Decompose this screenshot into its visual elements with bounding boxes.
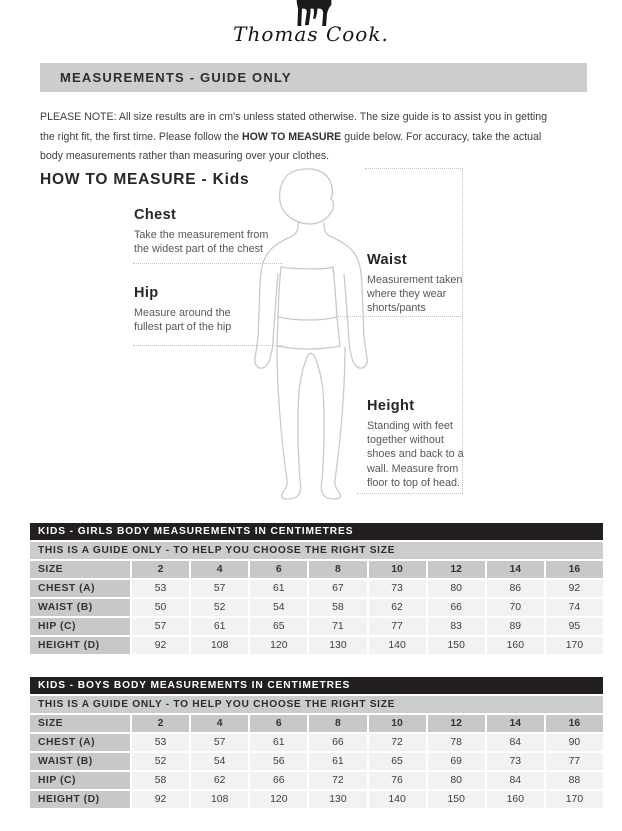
row-label-cell: HIP (C) <box>30 618 130 635</box>
value-cell: 58 <box>309 599 366 616</box>
value-cell: 50 <box>132 599 189 616</box>
value-cell: 160 <box>487 637 544 654</box>
row-label-cell: HIP (C) <box>30 772 130 789</box>
please-note-paragraph <box>40 108 547 167</box>
waist-label-title: Waist <box>367 252 408 268</box>
value-cell: 80 <box>428 580 485 597</box>
value-cell: 160 <box>487 791 544 808</box>
waist-label-block <box>367 252 487 316</box>
waist-guide-line <box>338 316 463 317</box>
table-guide-row: THIS IS A GUIDE ONLY - TO HELP YOU CHOOSE THE RIGHT SIZE <box>30 696 603 713</box>
hip-label-block <box>134 285 294 334</box>
value-cell: 61 <box>250 734 307 751</box>
value-cell: 66 <box>309 734 366 751</box>
value-cell: 57 <box>191 734 248 751</box>
table-guide-row: THIS IS A GUIDE ONLY - TO HELP YOU CHOOSE THE RIGHT SIZE <box>30 542 603 559</box>
row-label-cell: HEIGHT (D) <box>30 791 130 808</box>
value-cell: 65 <box>369 753 426 770</box>
size-value-cell: 6 <box>250 561 307 578</box>
chest-label-desc: Take the measurement from the widest part of the chest <box>134 229 269 256</box>
size-value-cell: 2 <box>132 715 189 732</box>
hip-label-title: Hip <box>134 285 159 301</box>
size-value-cell: 8 <box>309 715 366 732</box>
value-cell: 90 <box>546 734 603 751</box>
value-cell: 52 <box>132 753 189 770</box>
height-guide-line-top <box>365 168 463 169</box>
value-cell: 61 <box>191 618 248 635</box>
value-cell: 84 <box>487 734 544 751</box>
size-value-cell: 16 <box>546 715 603 732</box>
value-cell: 92 <box>546 580 603 597</box>
value-cell: 67 <box>309 580 366 597</box>
value-cell: 58 <box>132 772 189 789</box>
size-value-cell: 8 <box>309 561 366 578</box>
size-value-cell: 12 <box>428 715 485 732</box>
value-cell: 52 <box>191 599 248 616</box>
table-title-bar: KIDS - BOYS BODY MEASUREMENTS IN CENTIMETRES <box>30 677 603 694</box>
row-label-cell: WAIST (B) <box>30 753 130 770</box>
size-header-cell: SIZE <box>30 715 130 732</box>
value-cell: 53 <box>132 580 189 597</box>
note-line-3: body measurements rather than measuring over your clothes. <box>40 150 330 162</box>
brand-script-logo: Thomas Cook. <box>233 22 389 46</box>
value-cell: 77 <box>369 618 426 635</box>
value-cell: 80 <box>428 772 485 789</box>
page-title: MEASUREMENTS - GUIDE ONLY <box>60 70 292 85</box>
value-cell: 62 <box>191 772 248 789</box>
hip-guide-line <box>133 345 285 346</box>
row-label-cell: CHEST (A) <box>30 734 130 751</box>
value-cell: 83 <box>428 618 485 635</box>
hip-label-desc: Measure around the fullest part of the hip <box>134 307 232 334</box>
girls-measurements-table <box>28 521 605 656</box>
value-cell: 71 <box>309 618 366 635</box>
value-cell: 53 <box>132 734 189 751</box>
value-cell: 54 <box>191 753 248 770</box>
size-value-cell: 16 <box>546 561 603 578</box>
height-label-title: Height <box>367 398 415 414</box>
chest-label-title: Chest <box>134 207 177 223</box>
size-value-cell: 4 <box>191 715 248 732</box>
chest-guide-line <box>133 263 283 264</box>
value-cell: 130 <box>309 791 366 808</box>
table-title-bar: KIDS - GIRLS BODY MEASUREMENTS IN CENTIMETRES <box>30 523 603 540</box>
value-cell: 54 <box>250 599 307 616</box>
row-label-cell: CHEST (A) <box>30 580 130 597</box>
note-line-1: PLEASE NOTE: All size results are in cm's unless stated otherwise. The size guide is to assist you in getting <box>40 111 548 123</box>
size-value-cell: 14 <box>487 715 544 732</box>
size-header-cell: SIZE <box>30 561 130 578</box>
measurements-header-bar <box>40 63 587 92</box>
value-cell: 77 <box>546 753 603 770</box>
size-value-cell: 10 <box>369 715 426 732</box>
chest-label-block <box>134 207 304 256</box>
value-cell: 108 <box>191 637 248 654</box>
size-value-cell: 10 <box>369 561 426 578</box>
value-cell: 74 <box>546 599 603 616</box>
value-cell: 120 <box>250 637 307 654</box>
value-cell: 72 <box>369 734 426 751</box>
value-cell: 73 <box>369 580 426 597</box>
size-value-cell: 6 <box>250 715 307 732</box>
value-cell: 120 <box>250 791 307 808</box>
value-cell: 86 <box>487 580 544 597</box>
value-cell: 56 <box>250 753 307 770</box>
value-cell: 62 <box>369 599 426 616</box>
row-label-cell: HEIGHT (D) <box>30 637 130 654</box>
height-label-desc: Standing with feet together without shoes and back to a wall. Measure from floor to top of head. <box>367 420 464 489</box>
size-value-cell: 12 <box>428 561 485 578</box>
size-value-cell: 14 <box>487 561 544 578</box>
value-cell: 130 <box>309 637 366 654</box>
value-cell: 65 <box>250 618 307 635</box>
value-cell: 170 <box>546 791 603 808</box>
value-cell: 84 <box>487 772 544 789</box>
value-cell: 69 <box>428 753 485 770</box>
value-cell: 72 <box>309 772 366 789</box>
how-to-measure-emphasis: HOW TO MEASURE <box>241 130 342 143</box>
value-cell: 89 <box>487 618 544 635</box>
value-cell: 170 <box>546 637 603 654</box>
value-cell: 61 <box>250 580 307 597</box>
value-cell: 140 <box>369 637 426 654</box>
value-cell: 70 <box>487 599 544 616</box>
row-label-cell: WAIST (B) <box>30 599 130 616</box>
boys-measurements-table <box>28 675 605 810</box>
value-cell: 61 <box>309 753 366 770</box>
value-cell: 57 <box>132 618 189 635</box>
value-cell: 108 <box>191 791 248 808</box>
size-value-cell: 2 <box>132 561 189 578</box>
note-line-2: the right fit, the first time. Please follow the HOW TO MEASURE guide below. For accuracy, take the actual <box>40 130 542 143</box>
value-cell: 76 <box>369 772 426 789</box>
value-cell: 92 <box>132 791 189 808</box>
how-to-measure-heading: HOW TO MEASURE - Kids <box>40 171 250 188</box>
height-label-block <box>367 398 487 490</box>
value-cell: 78 <box>428 734 485 751</box>
value-cell: 57 <box>191 580 248 597</box>
value-cell: 140 <box>369 791 426 808</box>
value-cell: 66 <box>250 772 307 789</box>
value-cell: 66 <box>428 599 485 616</box>
value-cell: 95 <box>546 618 603 635</box>
waist-label-desc: Measurement taken where they wear shorts/pants <box>367 274 463 315</box>
value-cell: 150 <box>428 791 485 808</box>
value-cell: 88 <box>546 772 603 789</box>
height-guide-line-bottom <box>357 493 463 494</box>
value-cell: 92 <box>132 637 189 654</box>
size-value-cell: 4 <box>191 561 248 578</box>
value-cell: 73 <box>487 753 544 770</box>
value-cell: 150 <box>428 637 485 654</box>
